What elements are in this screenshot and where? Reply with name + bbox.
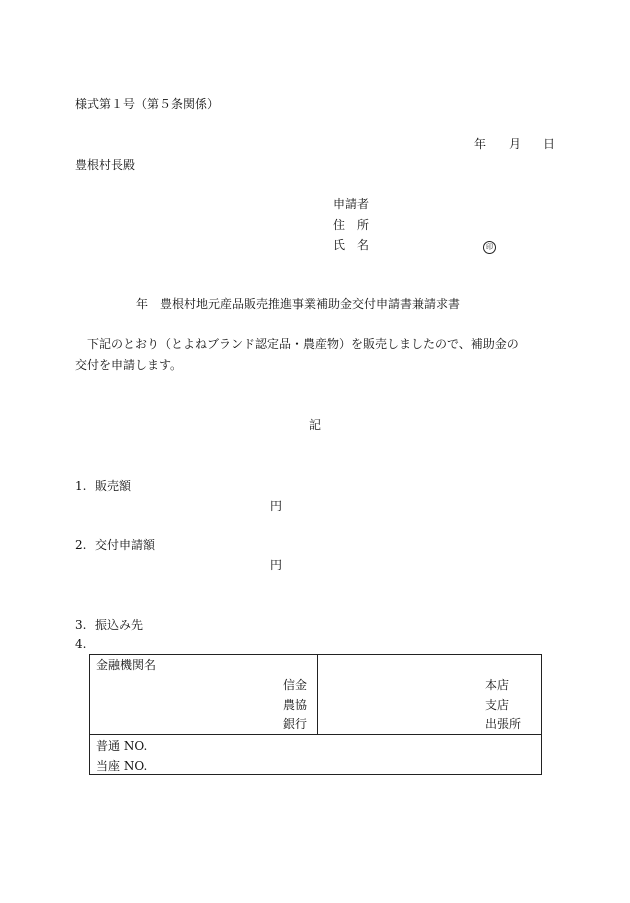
date-day: 日 [543, 137, 556, 151]
table-vertical-divider [317, 655, 318, 734]
document-title: 年 豊根村地元産品販売推進事業補助金交付申請書兼請求書 [136, 297, 461, 311]
branch-type-shiten: 支店 [485, 698, 510, 712]
item-2-label: 交付申請額 [95, 538, 156, 552]
account-type-futsu: 普通 NO. [96, 739, 148, 753]
institution-type-nokyo: 農協 [283, 698, 308, 712]
addressee: 豊根村長殿 [75, 158, 136, 172]
item-2-unit: 円 [270, 558, 283, 572]
item-3-number: 3. [75, 618, 87, 632]
body-text-line2: 交付を申請します。 [75, 358, 183, 372]
institution-type-bank: 銀行 [283, 717, 308, 731]
date-month: 月 [509, 137, 522, 151]
branch-type-shucchojo: 出張所 [485, 717, 522, 731]
item-1-unit: 円 [270, 499, 283, 513]
item-3-label: 振込み先 [95, 618, 144, 632]
date-year: 年 [474, 137, 487, 151]
branch-type-honten: 本店 [485, 678, 510, 692]
address-label: 住 所 [333, 218, 370, 232]
body-text-line1: 下記のとおり（とよねブランド認定品・農産物）を販売しましたので、補助金の [87, 337, 519, 351]
item-1-number: 1. [75, 479, 87, 493]
ki-heading: 記 [309, 418, 322, 432]
item-2-number: 2. [75, 538, 87, 552]
seal-icon: 印 [483, 241, 496, 254]
bank-table [89, 654, 542, 775]
seal-mark [483, 238, 496, 254]
item-1-label: 販売額 [95, 479, 132, 493]
institution-type-shinkin: 信金 [283, 678, 308, 692]
item-4-number: 4. [75, 637, 87, 651]
form-number: 様式第１号（第５条関係） [75, 97, 220, 111]
account-type-toza: 当座 NO. [96, 759, 148, 773]
applicant-label: 申請者 [333, 197, 370, 211]
institution-label: 金融機関名 [96, 658, 157, 672]
table-horizontal-divider [90, 734, 541, 735]
name-label: 氏 名 [333, 238, 370, 252]
